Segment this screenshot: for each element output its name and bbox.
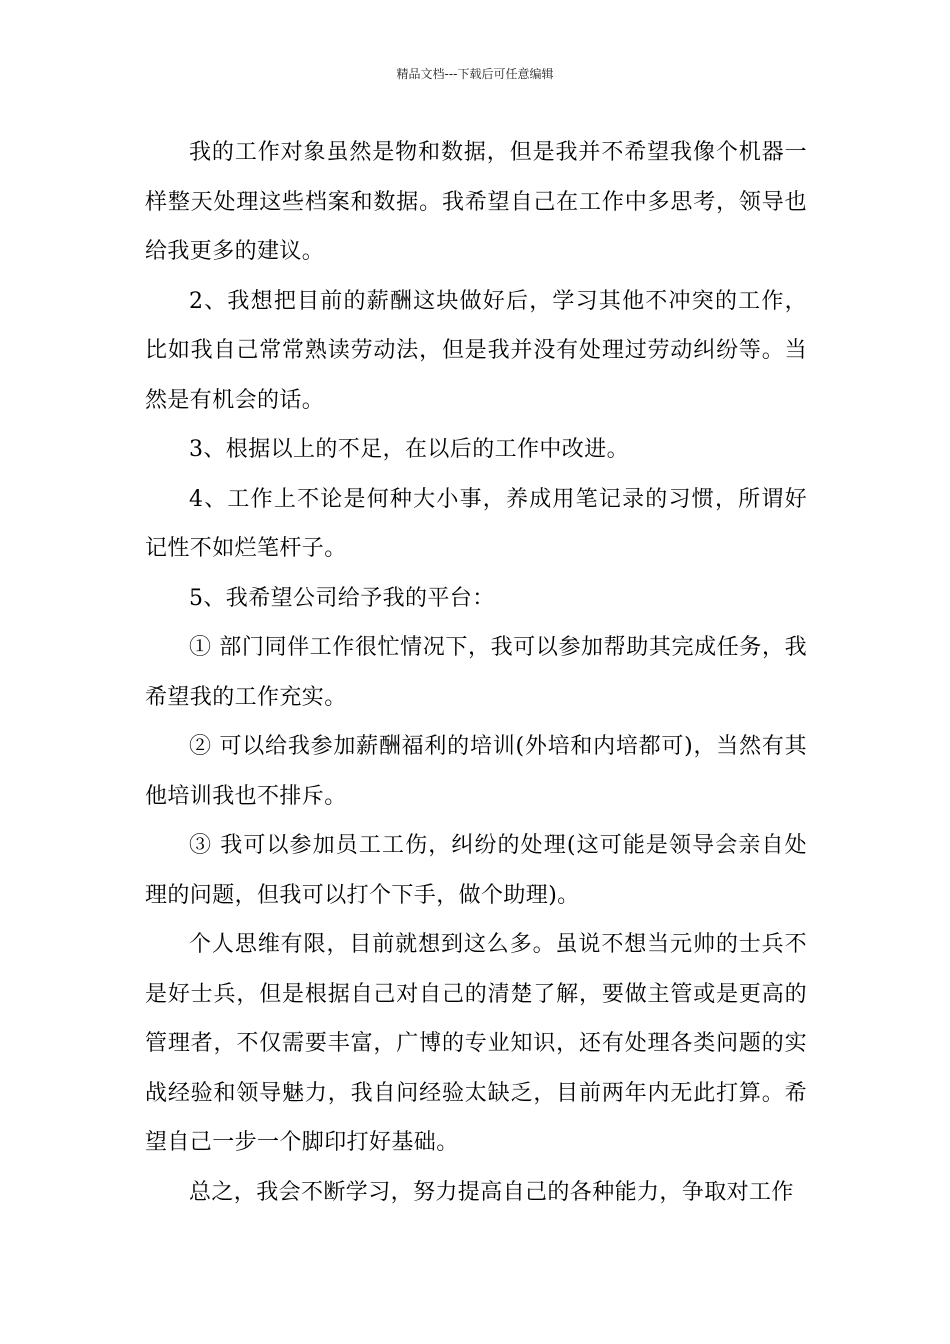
paragraph: 5、我希望公司给予我的平台： <box>189 585 495 611</box>
page-header: 精品文档---下载后可任意编辑 <box>396 67 554 81</box>
paragraph: 个人思维有限，目前就想到这么多。虽说不想当元帅的士兵不是好士兵，但是根据自己对自己的清楚了解，要做主管或是更高的管理者，不仅需要丰富，广博的专业知识，还有处理各类问题的实战经验和领导魅力，我自问经验太缺乏，目前两年内无此打算。希望自己一步一个脚印打好基础。 <box>145 932 807 1155</box>
paragraph: 我的工作对象虽然是物和数据，但是我并不希望我像个机器一样整天处理这些档案和数据。我希望自己在工作中多思考，领导也给我更多的建议。 <box>145 140 807 264</box>
paragraph: ② 可以给我参加薪酬福利的培训(外培和内培都可)，当然有其他培训我也不排斥。 <box>145 734 807 809</box>
paragraph: ③ 我可以参加员工工伤，纠纷的处理(这可能是领导会亲自处理的问题，但我可以打个下手，做个助理)。 <box>145 833 807 908</box>
document-body <box>145 128 807 1217</box>
paragraph: 总之，我会不断学习，努力提高自己的各种能力，争取对工作 <box>189 1179 794 1205</box>
paragraph: 3、根据以上的不足，在以后的工作中改进。 <box>189 437 629 462</box>
paragraph: ① 部门同伴工作很忙情况下，我可以参加帮助其完成任务，我希望我的工作充实。 <box>145 635 807 710</box>
paragraph: 2、我想把目前的薪酬这块做好后，学习其他不冲突的工作，比如我自己常常熟读劳动法，但是我并没有处理过劳动纠纷等。当然是有机会的话。 <box>145 288 807 413</box>
paragraph: 4、工作上不论是何种大小事，养成用笔记录的习惯，所谓好记性不如烂笔杆子。 <box>145 486 807 561</box>
